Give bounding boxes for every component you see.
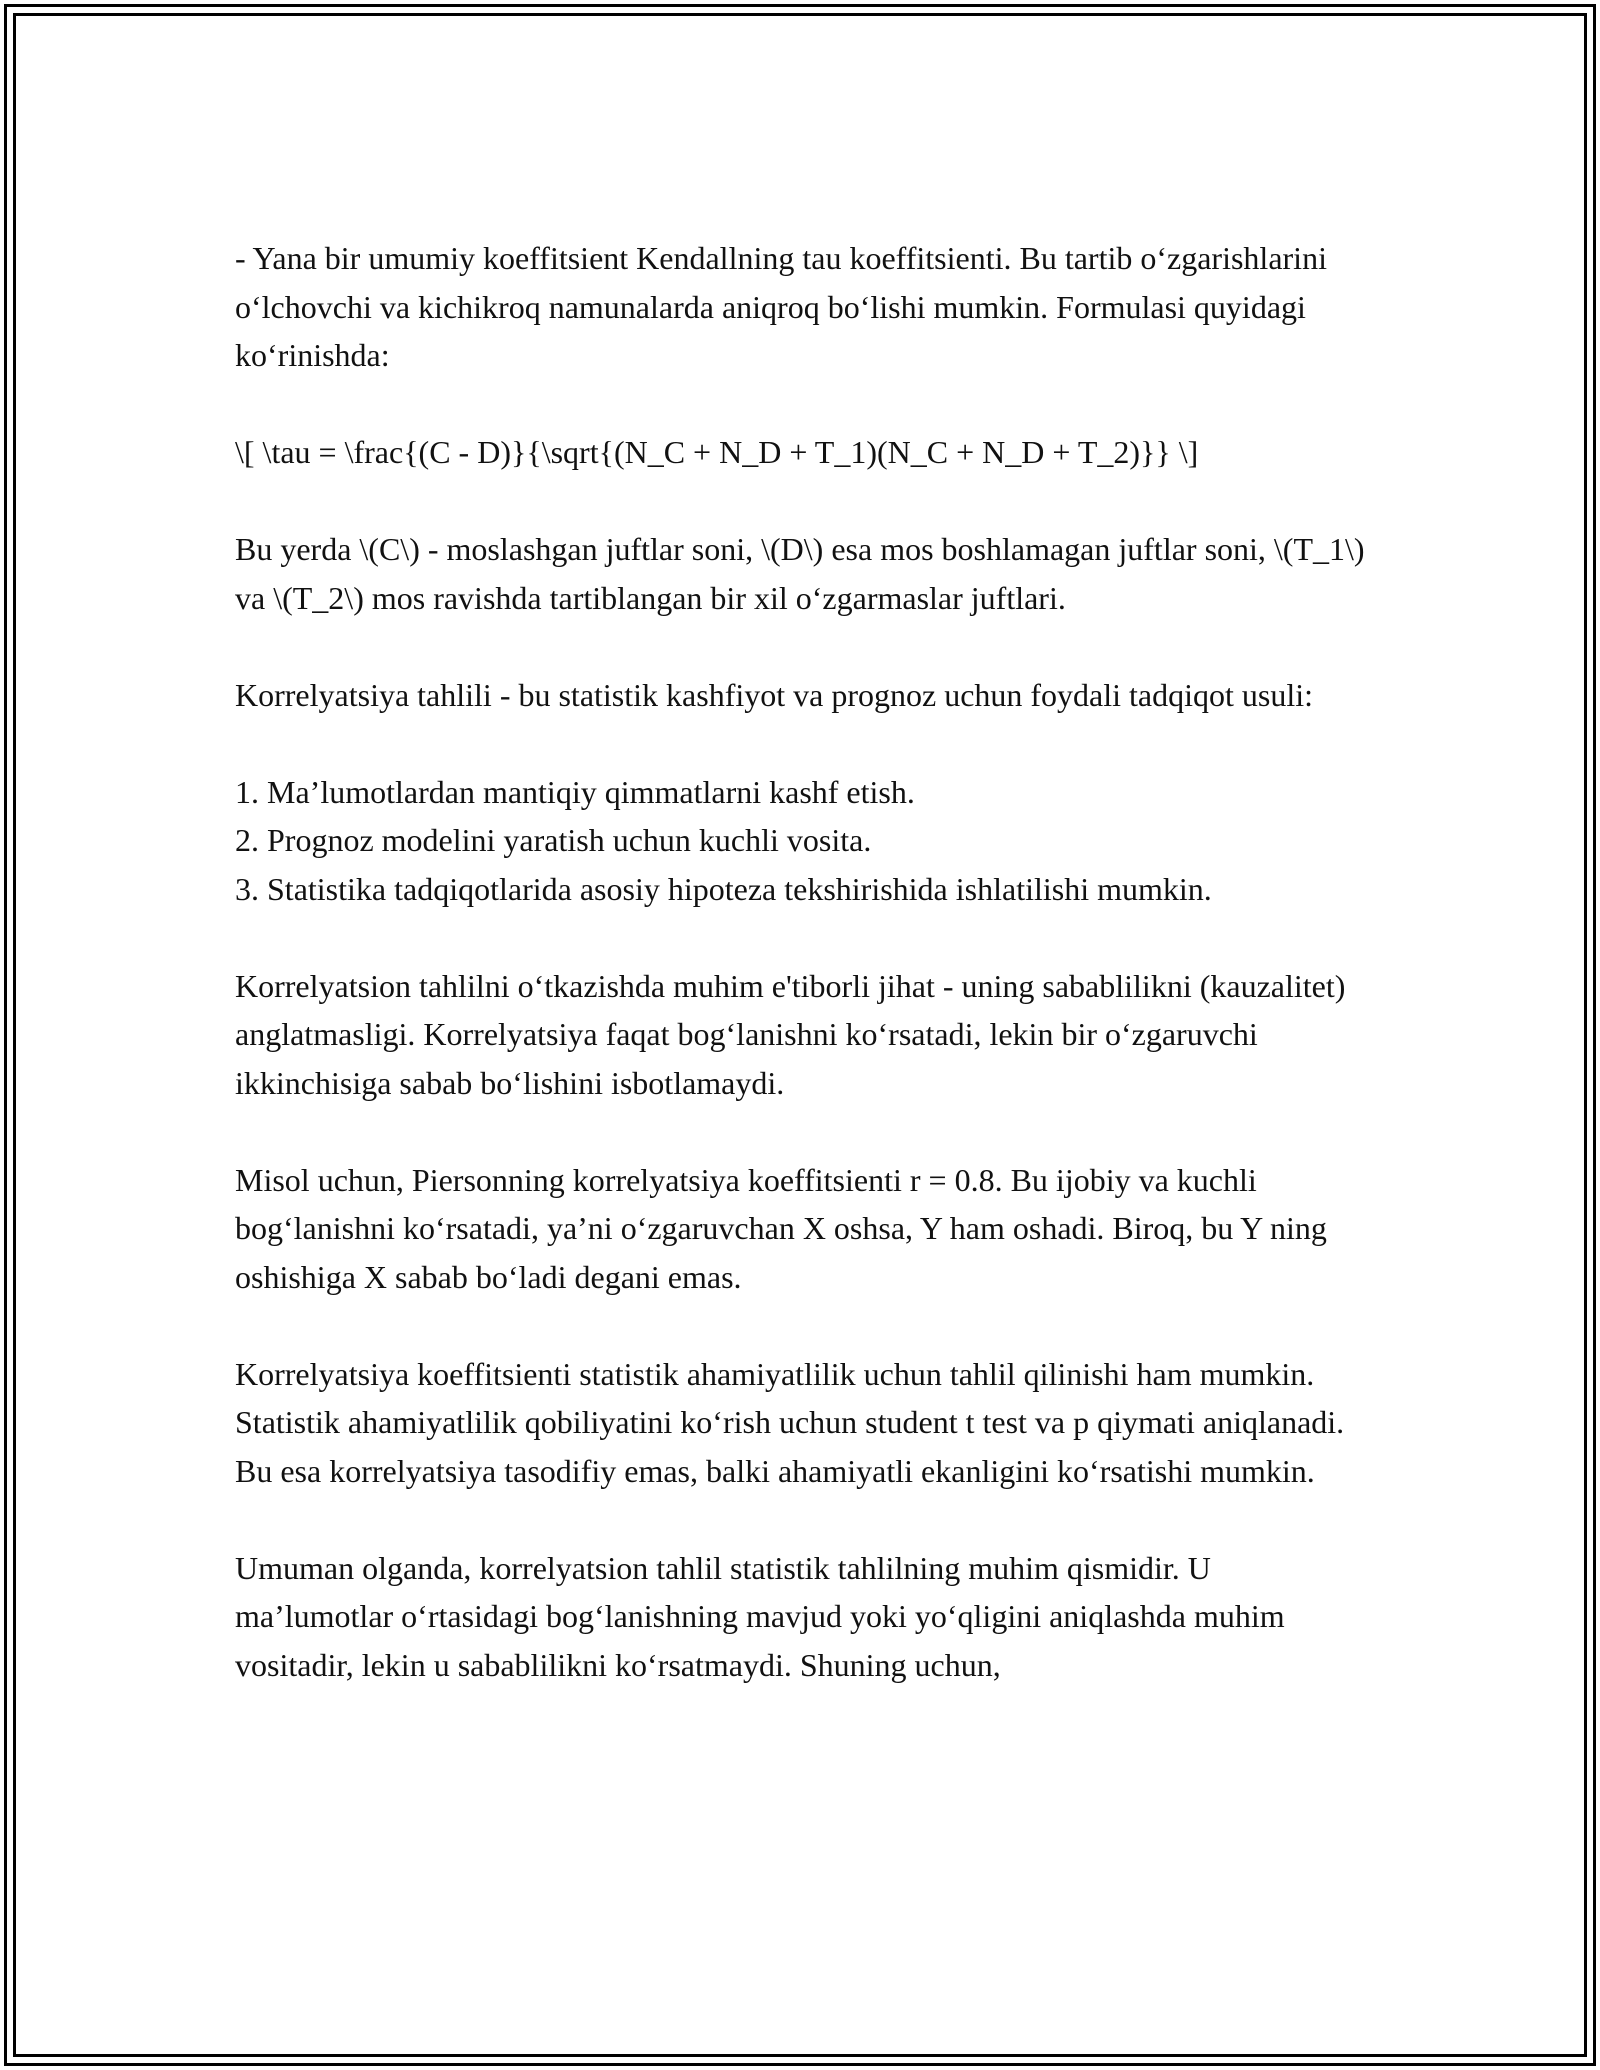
list-item: 2. Prognoz modelini yaratish uchun kuchli vosita. (235, 822, 872, 858)
paragraph-kendall-tau-intro: - Yana bir umumiy koeffitsient Kendallning tau koeffitsienti. Bu tartib o‘zgarishlarini o‘lchovchi va kichikroq namunalarda aniqroq bo‘lishi mumkin. Formulasi quyidagi ko‘rinishda: (235, 240, 1335, 373)
paragraph-causality-note: Korrelyatsion tahlilni o‘tkazishda muhim e'tiborli jihat - uning sabablilikni (kauzalitet) anglatmasligi. Korrelyatsiya faqat bog‘lanishni ko‘rsatadi, lekin bir o‘zgaruvchi ikkinchisiga sabab bo‘lishini isbotlamaydi. (235, 967, 1354, 1101)
document-body (235, 234, 1373, 1738)
paragraph-conclusion: Umuman olganda, korrelyatsion tahlil statistik tahlilning muhim qismidir. U ma’lumotlar o‘rtasidagi bog‘lanishning mavjud yoki yo‘qligini aniqlashda muhim vositadir, lekin u sabablilikni ko‘rsatmaydi. Shuning uchun, (235, 1549, 1293, 1683)
paragraph-pearson-example: Misol uchun, Piersonning korrelyatsiya koeffitsienti r = 0.8. Bu ijobiy va kuchli bog‘lanishni ko‘rsatadi, ya’ni o‘zgaruvchan X oshsa, Y ham oshadi. Biroq, bu Y ning oshishiga X sabab bo‘ladi degani emas. (235, 1161, 1335, 1295)
paragraph-significance: Korrelyatsiya koeffitsienti statistik ahamiyatlilik uchun tahlil qilinishi ham mumkin. Statistik ahamiyatlilik qobiliyatini ko‘rish uchun student t test va p qiymati aniqlanadi. Bu esa korrelyatsiya tasodifiy emas, balki ahamiyatli ekanligini ko‘rsatishi mumkin. (235, 1355, 1353, 1489)
formula-kendall-tau: \[ \tau = \frac{(C - D)}{\sqrt{(N_C + N_D + T_1)(N_C + N_D + T_2)}} \] (235, 434, 1199, 470)
numbered-list (235, 768, 1370, 914)
paragraph-correlation-analysis-intro: Korrelyatsiya tahlili - bu statistik kashfiyot va prognoz uchun foydali tadqiqot usuli: (235, 676, 1314, 713)
list-item: 1. Ma’lumotlardan mantiqiy qimmatlarni kashf etish. (235, 773, 915, 810)
list-item: 3. Statistika tadqiqotlarida asosiy hipoteza tekshirishida ishlatilishi mumkin. (235, 870, 1212, 907)
paragraph-formula-explanation: Bu yerda \(C\) - moslashgan juftlar soni, \(D\) esa mos boshlamagan juftlar soni, \(T_1\) va \(T_2\) mos ravishda tartiblangan bir xil o‘zgarmaslar juftlari. (235, 531, 1373, 616)
